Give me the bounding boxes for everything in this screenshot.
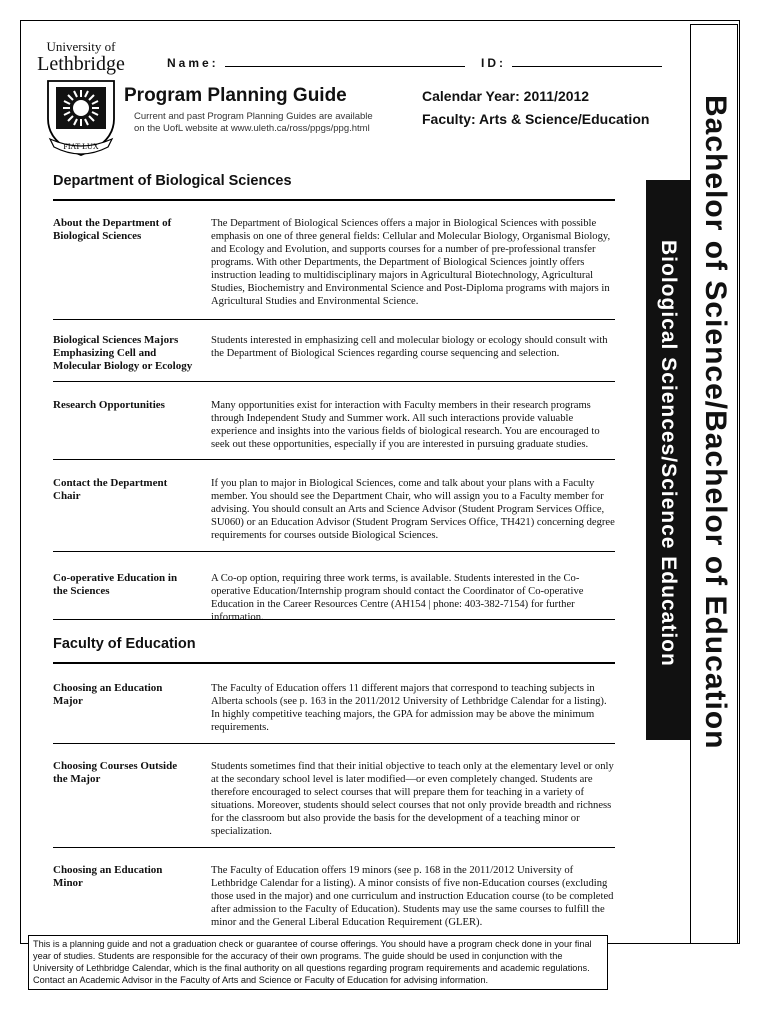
name-label: Name:	[167, 56, 219, 70]
entry-text: Students sometimes find that their initial objective to teach only at the elementary level or only at the secondary school level is later modified—or even completely changed. Students are therefore encouraged to select courses that will prepare them for teaching in a variety of situations. Moreover, students should select courses that not only provide breadth and richness for the classroom but also provide the basis for the development of a teaching minor or specialization.	[211, 761, 614, 837]
side-program-subtitle: Biological Sciences/Science Education	[657, 240, 680, 667]
divider	[53, 662, 615, 664]
university-logo	[36, 40, 126, 159]
id-field[interactable]	[481, 56, 662, 70]
divider	[53, 551, 615, 552]
logo-motto: FIAT LUX	[63, 142, 99, 151]
side-program-title: Bachelor of Science/Bachelor of Education	[699, 95, 732, 750]
divider	[53, 459, 615, 460]
divider	[53, 743, 615, 744]
faculty-label: Faculty: Arts & Science/Education	[422, 111, 650, 127]
entry-text: The Faculty of Education offers 19 minors (see p. 168 in the 2011/2012 University of Lethbridge Calendar for a listing). A minor consists of five non-Education courses (excluding those used in the major) and one curriculum and instruction Education course (to be completed after admission to the Faculty of Education). Students may use the same courses to fulfill the minor and the General Liberal Education Requirement (GLER).	[211, 865, 614, 928]
entry-text: A Co-op option, requiring three work terms, is available. Students interested in the Co-operative Education/Internship program should contact the Coordinator of Co-operative Education in the Career Resources Centre (AH154 | phone: 403-382-7154) for further information.	[211, 573, 584, 623]
id-blank[interactable]	[512, 56, 662, 67]
disclaimer-box	[28, 935, 608, 990]
guide-title: Program Planning Guide	[124, 85, 347, 106]
entry-label: Research Opportunities	[53, 399, 165, 411]
name-field[interactable]	[167, 56, 465, 70]
entry-text: Many opportunities exist for interaction with Faculty members in their research programs through Independent Study and Summer work. All such interactions provide valuable experience and insights into the various fields of biological research. You are encouraged to seek out these opportunities, especially if you are interested in pursuing graduate studies.	[211, 400, 600, 450]
divider	[53, 847, 615, 848]
guide-note: Current and past Program Planning Guides are available on the UofL website at www.uleth.ca/ross/ppgs/ppg.html	[134, 111, 373, 134]
divider	[53, 381, 615, 382]
entry-label: Biological Sciences Majors Emphasizing Cell and Molecular Biology or Ecology	[53, 334, 193, 372]
entry-label: Co-operative Education in the Sciences	[53, 572, 178, 597]
entry-label: About the Department of Biological Sciences	[53, 217, 172, 242]
entry-text: If you plan to major in Biological Sciences, come and talk about your plans with a Faculty member. You should see the Department Chair, who will assign you to a Faculty member for advising. You should consult an Arts and Science Advisor (Student Program Services Office, SU060) or an Education Advisor (Student Program Services Office, TH421) concerning degree requirements for courses outside Biological Sciences.	[211, 478, 615, 541]
section-heading-biology: Department of Biological Sciences	[53, 173, 292, 189]
entry-label: Contact the Department Chair	[53, 477, 168, 502]
disclaimer-text: This is a planning guide and not a graduation check or guarantee of course offerings. You should have a program check done in your final year of studies. Students are responsible for the accuracy of their own programs. The guide should be used in conjunction with the University of Lethbridge Calendar, which is the final authority on all questions regarding program requirements and academic regulations. Contact an Academic Advisor in the Faculty of Arts and Science or Faculty of Education for advising information.	[33, 939, 592, 985]
entry-text: Students interested in emphasizing cell and molecular biology or ecology should consult with the Department of Biological Sciences regarding course sequencing and selection.	[211, 335, 608, 359]
sun-shield-icon	[42, 77, 120, 159]
logo-text-line2: Lethbridge	[37, 53, 125, 75]
id-label: ID:	[481, 56, 506, 70]
entry-label: Choosing an Education Minor	[53, 864, 163, 889]
divider	[53, 619, 615, 620]
divider	[53, 199, 615, 201]
divider	[53, 319, 615, 320]
entry-text: The Faculty of Education offers 11 different majors that correspond to teaching subjects in Alberta schools (see p. 163 in the 2011/2012 University of Lethbridge Calendar for a listing). In highly competitive teaching majors, the GPA for admission may be above the minimum requirements.	[211, 683, 607, 733]
entry-label: Choosing an Education Major	[53, 682, 163, 707]
calendar-year: Calendar Year: 2011/2012	[422, 88, 590, 104]
entry-label: Choosing Courses Outside the Major	[53, 760, 178, 785]
section-heading-education: Faculty of Education	[53, 636, 196, 652]
logo-text-line1: University of	[46, 39, 116, 54]
entry-text: The Department of Biological Sciences offers a major in Biological Sciences with possible emphasis on one of three general fields: Cellular and Molecular Biology, Organismal Biology, and Ecology and Evolution, and supports courses for a number of pre-professional transfer programs. With other Departments, the Department of Biological Sciences jointly offers instruction leading to multidisciplinary majors in Agricultural Biotechnology, Agricultural Studies, Biochemistry and Environmental Science and Post-Diploma programs with majors in Agricultural Studies and Environmental Science.	[211, 218, 611, 307]
name-blank[interactable]	[225, 56, 465, 67]
